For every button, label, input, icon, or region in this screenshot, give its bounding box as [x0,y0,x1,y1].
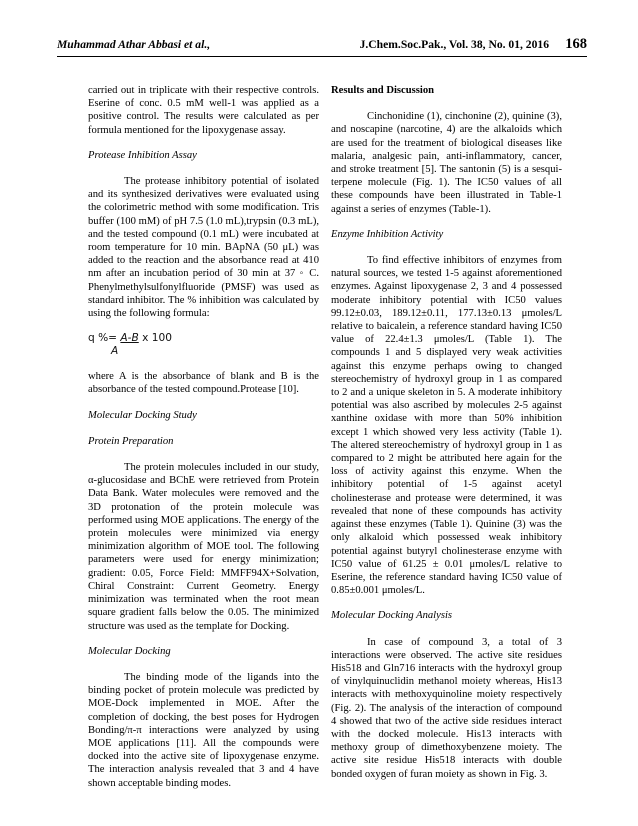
paragraph: The protein molecules included in our study, α-glucosidase and BChE were retrieved from Protein Data Bank. Water molecules were removed and the 3D protonation of the protein molecule was performed using MOE applications. The energy of the protein molecules were minimized via energy minimization algorithm of MOE tool. The following parameters were used for energy minimization; gradient: 0.05, Force Field: MMFF94X+Solvation, Chiral Constraint: Current Geometry. Energy minimization was terminated when the root mean square gradient falls below the 0.05. The minimized structure was used as the template for Docking. [88,462,319,632]
header-author: Muhammad Athar Abbasi et al., [57,38,211,51]
formula-numerator: A-B [120,332,139,345]
paragraph: Cinchonidine (1), cinchonine (2), quinine (3), and noscapine (narcotine, 4) are the alkaloids which are used for the treatment of biological diseases like malaria, analgesic pain, anti-inflammatory, cancer, and stroke treatment [5]. The santonin (5) is a sesqui-terpene molecule (Fig. 1). The IC50 values of all these compounds have been illustrated in Table-1 against a series of enzymes (Table-1). [331,111,562,215]
subsection-heading: Protein Preparation [88,435,174,447]
header-journal: J.Chem.Soc.Pak., Vol. 38, No. 01, 2016 [359,38,549,51]
paragraph: In case of compound 3, a total of 3 interactions were observed. The active site residues His518 and Gln716 interacts with the hydroxyl group of vinylquinuclidin methanol moiety whereas, His13 interacts with methoxyquinoline moiety respectively (Fig. 2). The analysis of the interaction of compound 4 showed that two of the active side residues interact with the docked molecule. His13 interacts with methoxy group of dimethoxybenzene moiety. The active site residue His518 interacts with double bonded oxygen of furan moiety as shown in Fig. 3. [331,636,562,780]
paragraph: To find effective inhibitors of enzymes from natural sources, we tested 1-5 against aforementioned enzymes. Against lipoxygenase 2, 3 and 4 possessed moderate inhibitory potential with IC50 values 99.12±0.03, 189.12±0.11, 177.13±0.13 μmoles/L relative to baicalein, a reference standard having IC50 value of 22.4±1.3 μmoles/L (Table 1). The compounds 1 and 5 displayed very weak activities against this enzyme perhaps owing to changed stereochemistry of hydroxyl group in 1 as compared to 2 and a unique skeleton in 5. A moderate inhibitory potential was also ascribed by molecules 2-5 against xanthine oxidase with more than 50% inhibition except 1 which showed very less activity (Table 1). The altered stereochemistry of hydroxyl group in 1 as compared to 2 might be attributed here again for the loss of activity against this enzyme. When the inhibitory potential of 1-5 against acetyl cholinesterase and protease were determined, it was revealed that none of these compounds has activity against these enzymes (Table 1). Quinine (3) was the only alkaloid which possessed weak inhibitory potential against butyryl cholinesterase enzyme with IC50 value of 61.25 ± 0.01 μmoles/L relative to Eserine, the reference standard having IC50 value of 0.85±0.001 μmoles/L. [331,255,562,597]
right-column [331,84,562,793]
paragraph: where A is the absorbance of blank and B is the absorbance of the tested compound.Protease [10]. [88,371,319,396]
subsection-heading: Molecular Docking [88,645,171,657]
formula-prefix: q %= [88,332,121,345]
section-heading: Enzyme Inhibition Activity [331,228,444,240]
section-heading: Protease Inhibition Assay [88,149,197,161]
left-column [88,84,319,802]
header-page-number: 168 [565,36,587,52]
section-heading: Molecular Docking Study [88,409,197,421]
paragraph: carried out in triplicate with their respective controls. Eserine of conc. 0.5 mM well-1 was applied as a positive control. The results were calculated as per formula mentioned for the lipoxygenase assay. [88,85,319,136]
inhibition-formula [88,332,319,358]
paragraph: The protease inhibitory potential of isolated and its synthesized derivatives were evaluated using the colorimetric method with some modification. Tris buffer (100 mM) of pH 7.5 (1.0 mL),trypsin (0.3 mL), and the tested compound (0.1 mL) were incubated at room temperature for 10 min. BApNA (50 μL) was added to the reaction and the absorbance read at 410 nm after an incubation period of 30 min at 37 ◦ C. Phenylmethylsulfonylfluoride (PMSF) was used as standard inhibitor. The % inhibition was calculated by using the following formula: [88,176,319,320]
formula-denominator: A [111,345,119,358]
paragraph: The binding mode of the ligands into the binding pocket of protein molecule was predicted by MOE-Dock implemented in MOE. After the completion of docking, the best poses for Hydrogen Bonding/π-π interactions were analyzed by using MOE applications [11]. All the compounds were docked into the active site of lipoxygenase enzyme. The interaction analysis revealed that 3 and 4 have shown acceptable binding modes. [88,671,319,789]
section-heading: Results and Discussion [331,85,435,96]
page-header [57,38,587,57]
section-heading: Molecular Docking Analysis [331,610,453,622]
formula-suffix: x 100 [138,332,172,345]
